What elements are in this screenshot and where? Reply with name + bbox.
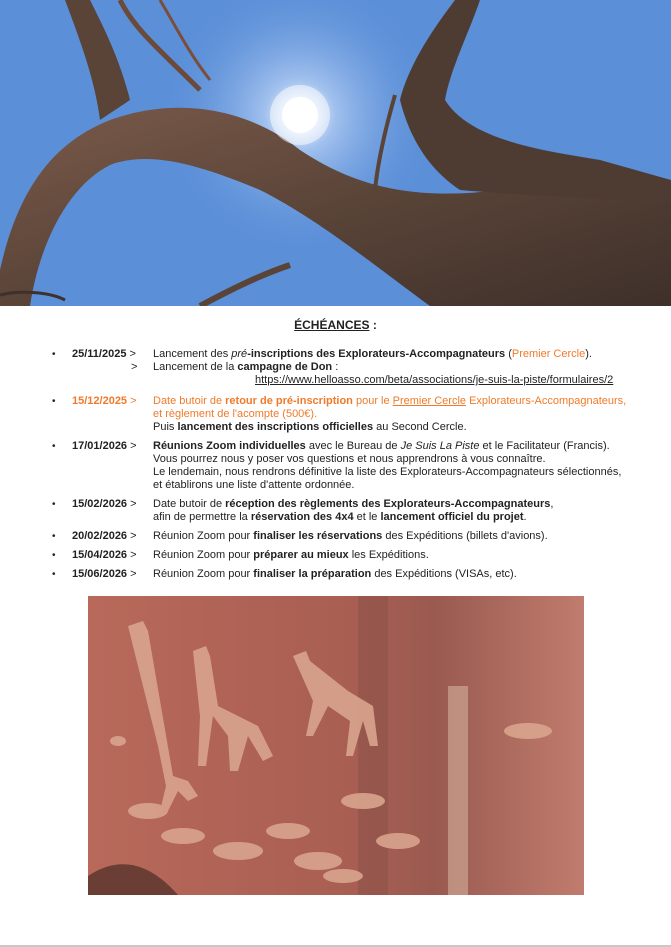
hero-image-tree-sky: [0, 0, 671, 306]
schedule-date: 15/02/2026 >: [72, 498, 137, 510]
schedule-item-highlight: [0, 395, 671, 434]
section-title-text: ÉCHÉANCES: [294, 318, 370, 332]
schedule-item: [0, 498, 671, 524]
schedule-item: [0, 440, 671, 492]
bullet-icon: •: [52, 441, 56, 452]
schedule-text: Réunions Zoom individuelles avec le Bureau de Je Suis La Piste et le Facilitateur (Francis). Vous pourrez nous y poser vos questions et nous apprendrons à vous connaître. Le lendemain, nous rendrons définitive la liste des Explorateurs-Accompagnateurs sélectionnés, et établirons une liste d'attente ordonnée.: [153, 440, 622, 491]
schedule-text: Lancement des pré-inscriptions des Explorateurs-Accompagnateurs (Premier Cercle). > Lancement de la campagne de Don : https://www.helloasso.com/beta/associations/je-suis-la-piste/formulaires/2: [153, 348, 653, 387]
premier-cercle-link[interactable]: Premier Cercle: [392, 395, 467, 407]
bullet-icon: •: [52, 550, 56, 561]
sub-arrow: >: [131, 361, 138, 373]
bullet-icon: •: [52, 396, 56, 407]
helloasso-donation-link[interactable]: https://www.helloasso.com/beta/associations/je-suis-la-piste/formulaires/2: [255, 374, 614, 386]
schedule-item: [0, 568, 671, 581]
bullet-icon: •: [52, 569, 56, 580]
schedule-text: Réunion Zoom pour finaliser la préparation des Expéditions (VISAs, etc).: [153, 568, 517, 580]
schedule-date: 15/06/2026 >: [72, 568, 137, 580]
bullet-icon: •: [52, 499, 56, 510]
schedule-list: [0, 348, 671, 587]
schedule-text: Réunion Zoom pour préparer au mieux les Expéditions.: [153, 549, 429, 561]
schedule-item: [0, 549, 671, 562]
bullet-icon: •: [52, 531, 56, 542]
schedule-date: 15/12/2025 >: [72, 395, 137, 407]
schedule-date: 17/01/2026 >: [72, 440, 137, 452]
schedule-date: 25/11/2025 >: [72, 348, 136, 360]
bullet-icon: •: [52, 349, 56, 360]
schedule-date: 20/02/2026 >: [72, 530, 137, 542]
schedule-date: 15/04/2026 >: [72, 549, 137, 561]
section-title: ÉCHÉANCES :: [294, 318, 377, 332]
premier-cercle-label: Premier Cercle: [511, 348, 586, 360]
schedule-text: Réunion Zoom pour finaliser les réservations des Expéditions (billets d'avions).: [153, 530, 548, 542]
schedule-text: Date butoir de retour de pré-inscription pour le Premier Cercle Explorateurs-Accompagnateurs, et règlement de l'acompte (500€). Puis lancement des inscriptions officielles au Second Cercle.: [153, 395, 627, 433]
schedule-item: [0, 348, 671, 387]
schedule-text: Date butoir de réception des règlements des Explorateurs-Accompagnateurs, afin de permettre la réservation des 4x4 et le lancement officiel du projet.: [153, 498, 554, 523]
schedule-item: [0, 530, 671, 543]
rock-art-image: [88, 596, 584, 895]
